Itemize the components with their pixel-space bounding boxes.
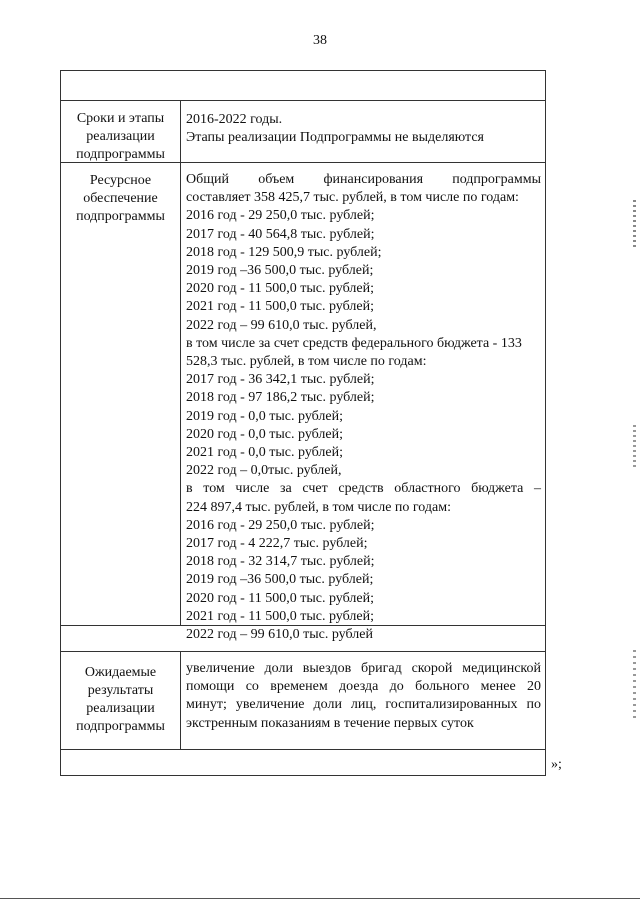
page-number: 38 — [313, 33, 327, 48]
value-line: 2021 год - 11 500,0 тыс. рублей; — [186, 299, 374, 315]
value-line: 224 897,4 тыс. рублей, в том числе по годам: — [186, 499, 451, 515]
value-line: 2018 год - 129 500,9 тыс. рублей; — [186, 244, 382, 260]
column-divider — [180, 651, 181, 749]
value-line: 2017 год - 40 564,8 тыс. рублей; — [186, 226, 375, 242]
value-line: 2021 год - 11 500,0 тыс. рублей; — [186, 608, 374, 624]
value-line: Общий объем финансирования подпрограммы — [186, 172, 541, 187]
value-results — [186, 660, 541, 733]
value-line: 2022 год – 99 610,0 тыс. рублей, — [186, 317, 377, 333]
value-line: в том числе за счет средств федерального бюджета - 133 — [186, 335, 522, 351]
value-line: 2021 год - 0,0 тыс. рублей; — [186, 445, 344, 461]
label-timeline — [61, 110, 180, 164]
label-line: реализации — [86, 129, 155, 144]
label-line: подпрограммы — [76, 147, 165, 162]
value-line: 2017 год - 4 222,7 тыс. рублей; — [186, 536, 368, 552]
value-line: 2018 год - 32 314,7 тыс. рублей; — [186, 554, 375, 570]
label-results — [61, 664, 180, 736]
label-line: Ожидаемые — [84, 665, 157, 680]
label-line: результаты — [87, 683, 154, 698]
value-line: 2020 год - 11 500,0 тыс. рублей; — [186, 281, 374, 297]
footer-rule — [0, 898, 640, 899]
value-line: в том числе за счет средств областного бюджета – — [186, 481, 541, 497]
value-line: составляет 358 425,7 тыс. рублей, в том числе по годам: — [186, 190, 519, 206]
value-line: минут; увеличение доли лиц, госпитализированных по — [186, 697, 541, 713]
table-divider — [61, 100, 545, 101]
value-line: увеличение доли выездов бригад скорой медицинской — [186, 661, 541, 676]
column-divider — [180, 100, 181, 625]
value-funding — [186, 171, 541, 644]
scan-artifact — [633, 425, 636, 470]
value-line: 528,3 тыс. рублей, в том числе по годам: — [186, 354, 427, 370]
value-line: 2016-2022 годы. — [186, 112, 283, 127]
table-divider — [61, 749, 545, 750]
value-line: 2016 год - 29 250,0 тыс. рублей; — [186, 208, 375, 224]
value-line: 2018 год - 97 186,2 тыс. рублей; — [186, 390, 375, 406]
value-line: Этапы реализации Подпрограммы не выделяются — [186, 130, 484, 146]
value-line: 2019 год –36 500,0 тыс. рублей; — [186, 263, 374, 279]
value-line: экстренным показаниям в течение первых суток — [186, 715, 474, 731]
scan-artifact — [633, 200, 636, 250]
value-line: 2020 год - 0,0 тыс. рублей; — [186, 426, 344, 442]
value-line: 2019 год - 0,0 тыс. рублей; — [186, 408, 344, 424]
value-line: 2016 год - 29 250,0 тыс. рублей; — [186, 517, 375, 533]
value-line: 2019 год –36 500,0 тыс. рублей; — [186, 572, 374, 588]
label-line: подпрограммы — [76, 209, 165, 224]
value-line: 2022 год – 99 610,0 тыс. рублей — [186, 627, 373, 643]
value-line: 2022 год – 0,0тыс. рублей, — [186, 463, 342, 479]
closing-quote: »; — [551, 757, 562, 772]
value-line: 2020 год - 11 500,0 тыс. рублей; — [186, 590, 374, 606]
value-line: 2017 год - 36 342,1 тыс. рублей; — [186, 372, 375, 388]
label-line: реализации — [86, 701, 155, 716]
label-line: Ресурсное — [89, 173, 152, 188]
scan-artifact — [633, 650, 636, 720]
value-line: помощи со временем доезда до больного менее 20 — [186, 679, 541, 695]
label-line: обеспечение — [83, 191, 158, 206]
table-divider — [61, 651, 545, 652]
value-timeline — [186, 111, 541, 147]
passport-table — [60, 70, 546, 776]
label-funding — [61, 172, 180, 226]
label-line: подпрограммы — [76, 719, 165, 734]
label-line: Сроки и этапы — [76, 111, 165, 126]
